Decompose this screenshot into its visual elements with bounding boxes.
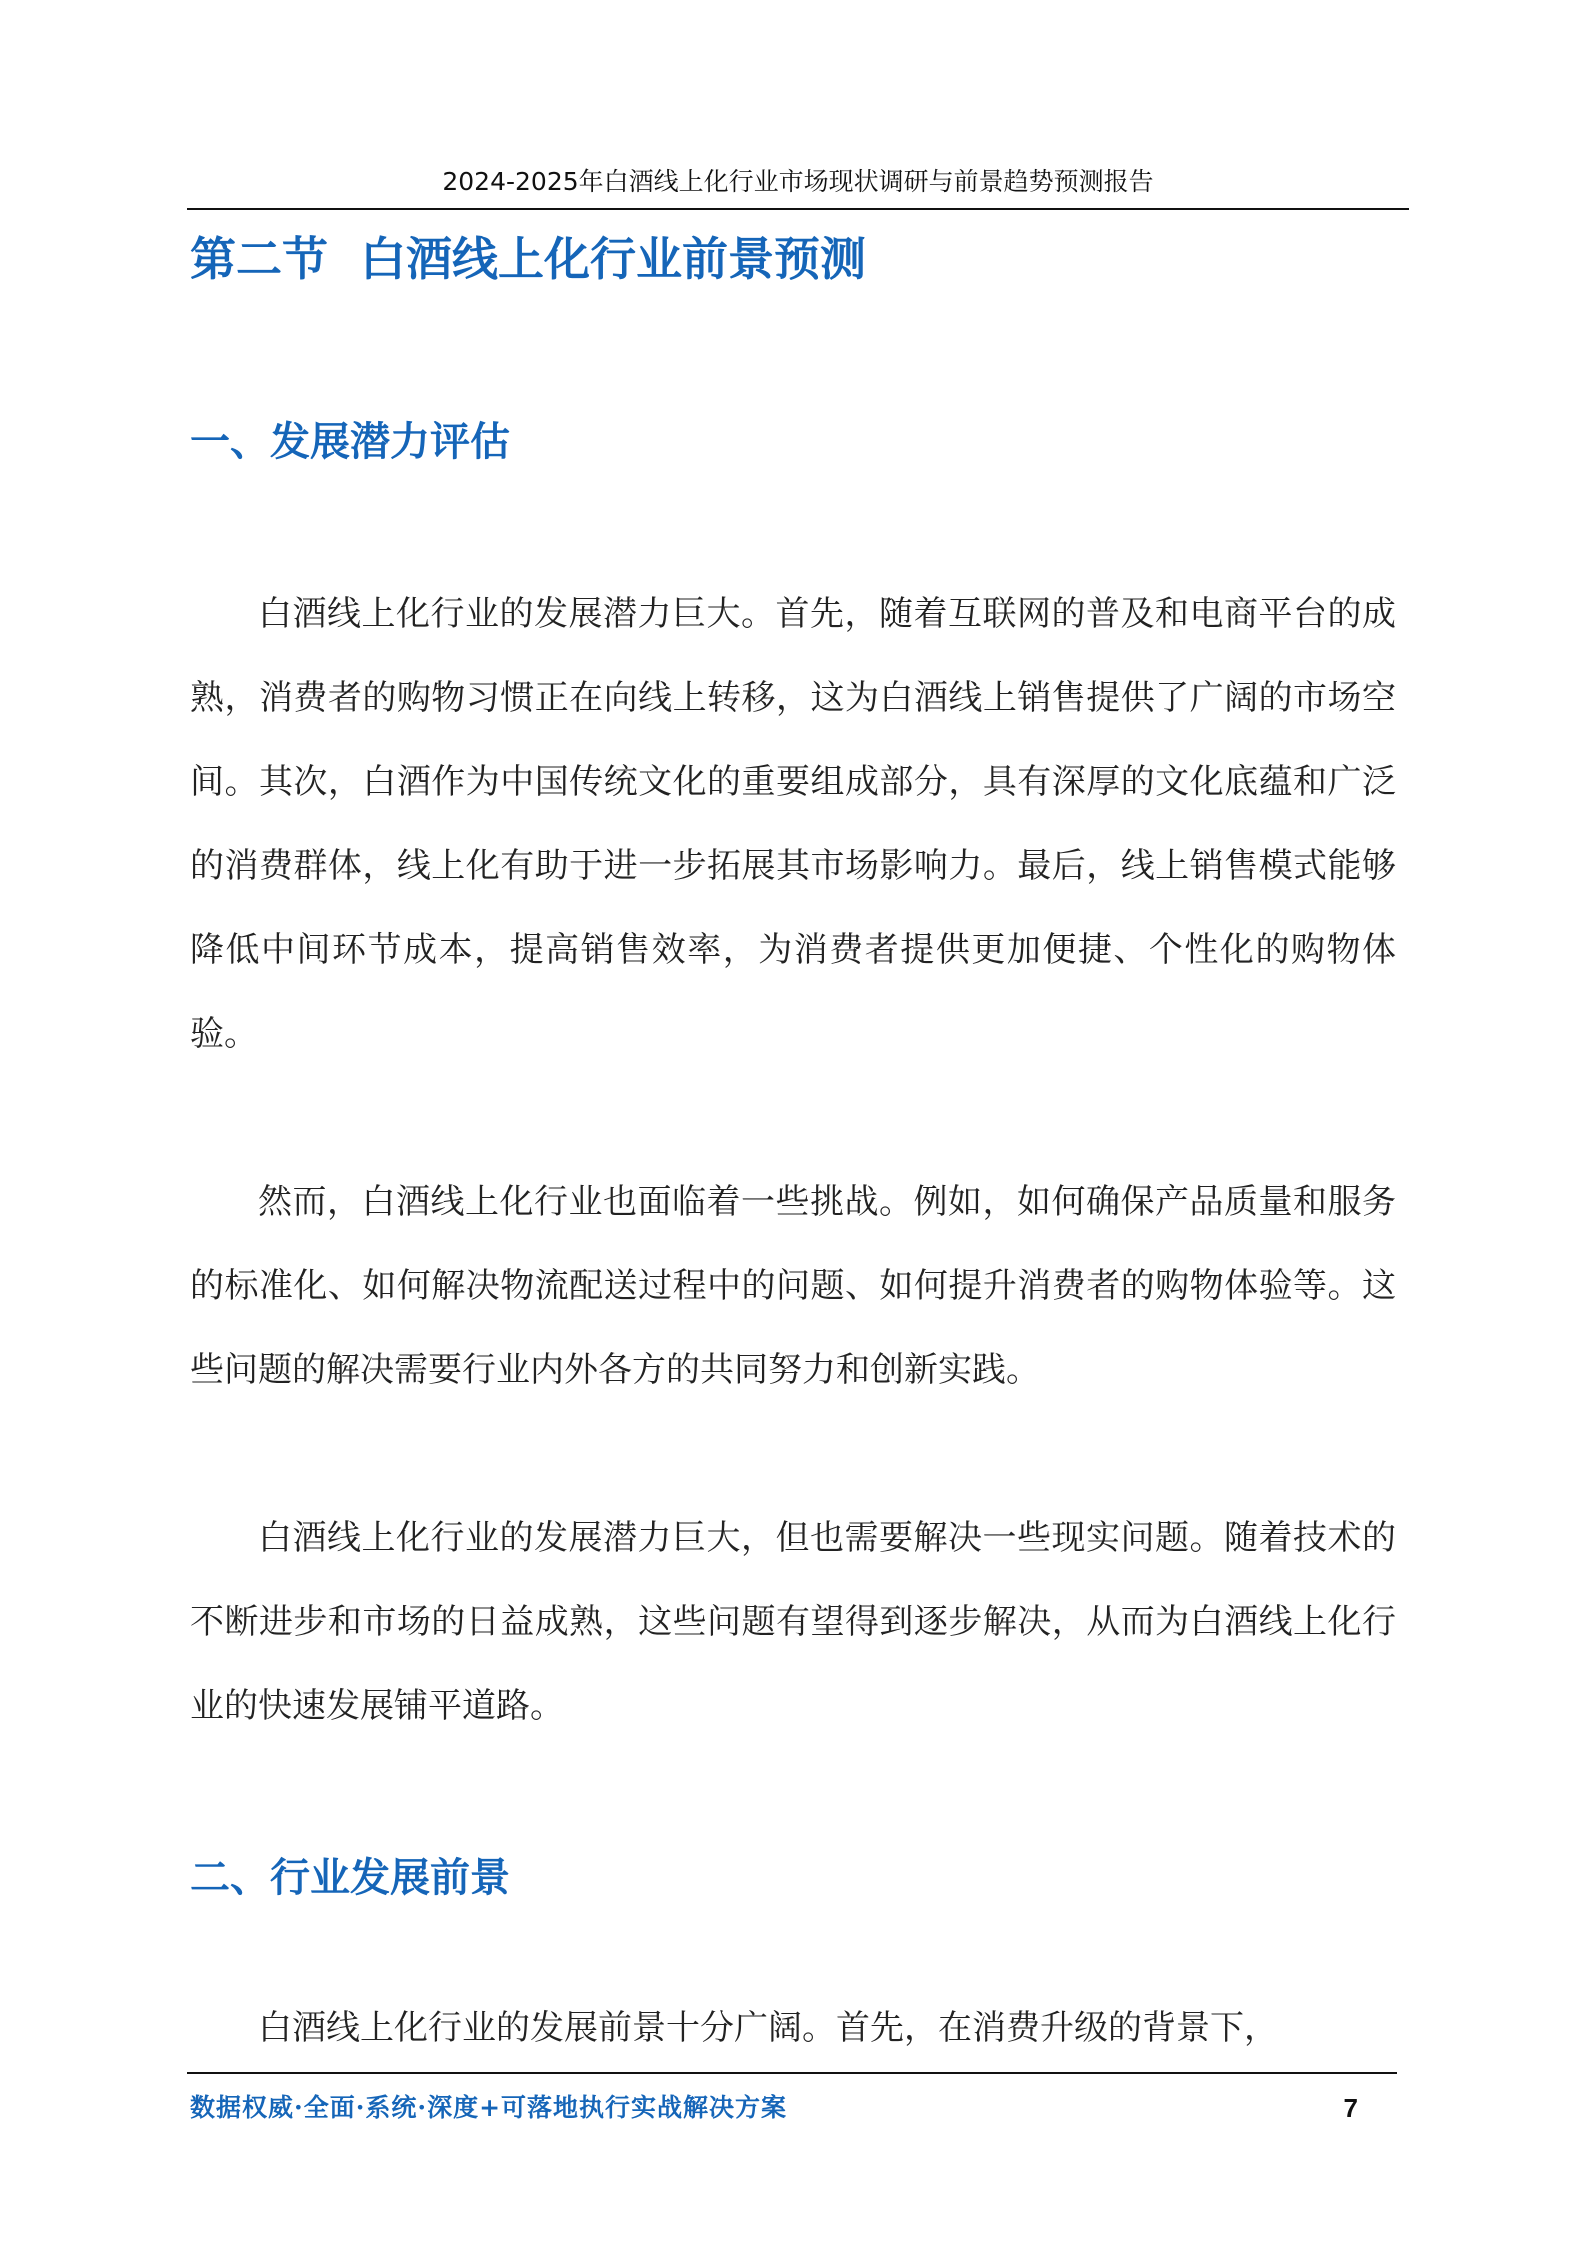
section-title: 第二节 白酒线上化行业前景预测 [190,232,867,286]
paragraph: 白酒线上化行业的发展潜力巨大。首先，随着互联网的普及和电商平台的成熟，消费者的购物习惯正在向线上转移，这为白酒线上销售提供了广阔的市场空间。其次，白酒作为中国传统文化的重要组成部分，具有深厚的文化底蕴和广泛的消费群体，线上化有助于进一步拓展其市场影响力。最后，线上销售模式能够降低中间环节成本，提高销售效率，为消费者提供更加便捷、个性化的购物体验。 [190,594,1396,1054]
page-number: 7 [1343,2093,1358,2123]
subheading-development-potential: 一、发展潜力评估 [190,419,510,465]
footer-divider [187,2072,1397,2074]
running-header: 2024-2025年白酒线上化行业市场现状调研与前景趋势预测报告 [442,167,1154,196]
paragraph: 然而，白酒线上化行业也面临着一些挑战。例如，如何确保产品质量和服务的标准化、如何解决物流配送过程中的问题、如何提升消费者的购物体验等。这些问题的解决需要行业内外各方的共同努力和创新实践。 [190,1182,1396,1390]
subheading-industry-outlook: 二、行业发展前景 [190,1855,510,1901]
footer-slogan: 数据权威·全面·系统·深度+可落地执行实战解决方案 [190,2093,788,2122]
header-divider [187,208,1409,210]
paragraph: 白酒线上化行业的发展潜力巨大，但也需要解决一些现实问题。随着技术的不断进步和市场的日益成熟，这些问题有望得到逐步解决，从而为白酒线上化行业的快速发展铺平道路。 [190,1518,1396,1726]
paragraph: 白酒线上化行业的发展前景十分广阔。首先，在消费升级的背景下， [258,2008,1278,2048]
